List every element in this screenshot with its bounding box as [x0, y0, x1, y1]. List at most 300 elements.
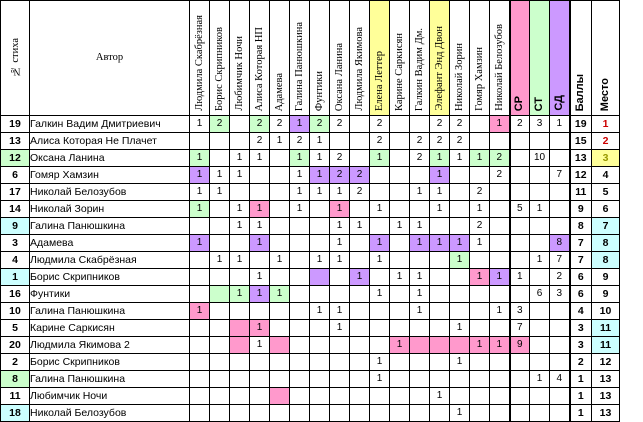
- table-row: [1, 116, 620, 133]
- judge-score: [290, 354, 310, 371]
- total-score: 4: [570, 303, 592, 320]
- extra-score: [510, 218, 530, 235]
- judge-score: [470, 320, 490, 337]
- judge-score: [430, 252, 450, 269]
- judge-score: [190, 133, 210, 150]
- judge-score: [390, 388, 410, 405]
- judge-score: [470, 371, 490, 388]
- author-name: Гомяр Хамзин: [30, 167, 190, 184]
- judge-score: [210, 371, 230, 388]
- judge-score: 1: [370, 252, 390, 269]
- judge-score: 1: [250, 320, 270, 337]
- judge-score: [350, 201, 370, 218]
- judge-score: [290, 218, 310, 235]
- judge-score: [290, 286, 310, 303]
- extra-score: [530, 388, 550, 405]
- total-score: 3: [570, 320, 592, 337]
- judge-score: 1: [430, 201, 450, 218]
- judge-name: Алиса Которая НП: [254, 26, 265, 111]
- col-header-judge: [330, 1, 350, 116]
- extra-score: [510, 150, 530, 167]
- judge-score: 1: [430, 184, 450, 201]
- extra-score: [510, 354, 530, 371]
- judge-score: [390, 116, 410, 133]
- judge-score: 1: [210, 167, 230, 184]
- judge-score: [390, 405, 410, 422]
- extra-score: [510, 286, 530, 303]
- judge-score: 1: [370, 235, 390, 252]
- judge-score: 1: [230, 167, 250, 184]
- author-name: Людмила Якимова 2: [30, 337, 190, 354]
- total-score: 1: [570, 388, 592, 405]
- judge-score: [270, 371, 290, 388]
- judge-score: [350, 388, 370, 405]
- extra-score: [510, 184, 530, 201]
- poem-number: 20: [1, 337, 30, 354]
- judge-score: 1: [250, 218, 270, 235]
- author-name: Оксана Ланина: [30, 150, 190, 167]
- author-name: Николай Белозубов: [30, 405, 190, 422]
- judge-score: 2: [490, 167, 510, 184]
- judge-score: [290, 405, 310, 422]
- extra-score: [550, 337, 570, 354]
- judge-score: 1: [410, 235, 430, 252]
- col-header-judge: [450, 1, 470, 116]
- judge-score: [330, 286, 350, 303]
- total-score: 2: [570, 354, 592, 371]
- col-header-extra: [530, 1, 550, 116]
- extra-score: 1: [530, 371, 550, 388]
- judge-name: Элефант Энд Двон: [434, 26, 445, 111]
- author-name: Борис Скрипников: [30, 354, 190, 371]
- judge-score: 1: [270, 286, 290, 303]
- judge-score: 1: [370, 354, 390, 371]
- judge-name: Николай Зорин: [454, 42, 465, 111]
- judge-score: 1: [330, 303, 350, 320]
- judge-score: [210, 388, 230, 405]
- place: 11: [592, 337, 620, 354]
- judge-score: [470, 133, 490, 150]
- table-row: [1, 201, 620, 218]
- judge-score: 2: [270, 116, 290, 133]
- place: 8: [592, 235, 620, 252]
- judge-score: [370, 184, 390, 201]
- col-header-judge: [190, 1, 210, 116]
- extra-score: [510, 388, 530, 405]
- table-row: [1, 184, 620, 201]
- extra-score: [530, 235, 550, 252]
- judge-score: 1: [250, 337, 270, 354]
- judge-score: [370, 218, 390, 235]
- table-row: [1, 371, 620, 388]
- poem-number: 13: [1, 133, 30, 150]
- judge-name: Елена Леттер: [374, 50, 385, 111]
- judge-score: 1: [190, 201, 210, 218]
- judge-score: [230, 354, 250, 371]
- judge-score: [330, 133, 350, 150]
- total-score: 7: [570, 252, 592, 269]
- judge-score: 1: [410, 286, 430, 303]
- author-name: Галина Панюшкина: [30, 218, 190, 235]
- judge-score: [190, 405, 210, 422]
- judge-score: 1: [290, 201, 310, 218]
- judge-score: 1: [450, 320, 470, 337]
- table-row: [1, 320, 620, 337]
- judge-score: 1: [330, 184, 350, 201]
- col-header-judge: [470, 1, 490, 116]
- poem-number: 11: [1, 388, 30, 405]
- judge-score: [410, 354, 430, 371]
- judge-score: 1: [250, 150, 270, 167]
- judge-score: 1: [250, 201, 270, 218]
- extra-score: [510, 405, 530, 422]
- judge-score: 1: [410, 184, 430, 201]
- judge-score: 1: [310, 252, 330, 269]
- author-name: Галкин Вадим Дмитриевич: [30, 116, 190, 133]
- judge-score: [310, 218, 330, 235]
- place: 9: [592, 286, 620, 303]
- judge-score: [210, 269, 230, 286]
- judge-score: [450, 167, 470, 184]
- judge-name: Галина Панюшкина: [294, 21, 305, 111]
- judge-score: [490, 286, 510, 303]
- judge-score: [330, 354, 350, 371]
- extra-score: [510, 252, 530, 269]
- table-row: [1, 286, 620, 303]
- judge-score: [470, 303, 490, 320]
- judge-score: 1: [190, 167, 210, 184]
- judge-score: 1: [290, 150, 310, 167]
- judge-name: Людмила Якимова: [354, 27, 365, 111]
- judge-score: [330, 337, 350, 354]
- judge-score: 2: [490, 150, 510, 167]
- table-row: [1, 354, 620, 371]
- judge-score: 2: [430, 133, 450, 150]
- judge-score: [290, 269, 310, 286]
- judge-score: [450, 371, 470, 388]
- judge-score: [210, 303, 230, 320]
- extra-score: [530, 337, 550, 354]
- table-row: [1, 337, 620, 354]
- place: 1: [592, 116, 620, 133]
- extra-score: [550, 354, 570, 371]
- judge-score: [410, 320, 430, 337]
- judge-score: [430, 371, 450, 388]
- judge-score: [490, 371, 510, 388]
- judge-score: 1: [190, 303, 210, 320]
- extra-score: 1: [550, 116, 570, 133]
- judge-score: [210, 201, 230, 218]
- extra-score: 1: [530, 252, 550, 269]
- judge-score: [390, 252, 410, 269]
- judge-score: 1: [470, 235, 490, 252]
- judge-score: [330, 371, 350, 388]
- judge-score: 1: [490, 116, 510, 133]
- judge-score: [370, 320, 390, 337]
- judge-score: [350, 116, 370, 133]
- judge-score: 2: [310, 116, 330, 133]
- col-header-judge: [410, 1, 430, 116]
- judge-name: Николай Белозубов: [493, 24, 505, 111]
- judge-score: [270, 320, 290, 337]
- poem-number: 1: [1, 269, 30, 286]
- judge-score: 1: [450, 252, 470, 269]
- place: 11: [592, 320, 620, 337]
- judge-score: [450, 201, 470, 218]
- judge-score: 1: [470, 269, 490, 286]
- table-row: [1, 252, 620, 269]
- extra-score: 1: [510, 269, 530, 286]
- judge-score: [210, 405, 230, 422]
- judge-name: Борис Скрипников: [214, 26, 225, 111]
- judge-score: [230, 269, 250, 286]
- poem-number: 19: [1, 116, 30, 133]
- col-header-judge: [230, 1, 250, 116]
- author-name: Фунтики: [30, 286, 190, 303]
- judge-score: 1: [370, 371, 390, 388]
- judge-score: [270, 405, 290, 422]
- col-header-judge: [270, 1, 290, 116]
- judge-score: [390, 303, 410, 320]
- judge-score: [190, 218, 210, 235]
- judge-score: [430, 405, 450, 422]
- judge-score: [390, 286, 410, 303]
- col-header-judge: [290, 1, 310, 116]
- judge-score: [470, 167, 490, 184]
- judge-score: [370, 405, 390, 422]
- judge-score: 1: [250, 235, 270, 252]
- judge-name: Галкин Вадим Дм.: [414, 27, 425, 111]
- place: 8: [592, 252, 620, 269]
- place: 9: [592, 269, 620, 286]
- judge-score: [250, 252, 270, 269]
- judge-score: [430, 337, 450, 354]
- judge-score: 1: [410, 218, 430, 235]
- judge-score: 1: [290, 184, 310, 201]
- extra-score: [550, 184, 570, 201]
- judge-score: [350, 320, 370, 337]
- author-name: Людмила Скабрёзная: [30, 252, 190, 269]
- judge-score: [310, 371, 330, 388]
- extra-score: 7: [510, 320, 530, 337]
- judge-score: [490, 405, 510, 422]
- judge-score: [310, 269, 330, 286]
- judge-score: 1: [430, 167, 450, 184]
- extra-score: 3: [510, 303, 530, 320]
- judge-score: 1: [190, 184, 210, 201]
- place: 2: [592, 133, 620, 150]
- poem-number: 5: [1, 320, 30, 337]
- judge-score: 1: [370, 201, 390, 218]
- poem-number: 8: [1, 371, 30, 388]
- judge-score: 1: [190, 235, 210, 252]
- judge-score: 1: [370, 286, 390, 303]
- place: 3: [592, 150, 620, 167]
- judge-score: [250, 354, 270, 371]
- judge-score: 1: [270, 252, 290, 269]
- judge-score: [230, 388, 250, 405]
- col-header-place: Место: [592, 1, 620, 116]
- judge-score: [350, 235, 370, 252]
- judge-score: [310, 201, 330, 218]
- judge-score: [410, 388, 430, 405]
- judge-score: 1: [490, 303, 510, 320]
- table-row: [1, 269, 620, 286]
- judge-score: 2: [450, 116, 470, 133]
- judge-score: [450, 388, 470, 405]
- judge-score: 1: [390, 337, 410, 354]
- judge-score: [350, 371, 370, 388]
- place: 10: [592, 303, 620, 320]
- judge-score: [450, 303, 470, 320]
- judge-score: 2: [330, 150, 350, 167]
- judge-name: Людмила Скабрёзная: [194, 15, 205, 111]
- judge-score: [230, 337, 250, 354]
- judge-score: [490, 235, 510, 252]
- extra-score: 7: [550, 252, 570, 269]
- col-header-judge: [430, 1, 450, 116]
- judge-score: [310, 405, 330, 422]
- judge-score: [390, 235, 410, 252]
- judge-score: [270, 235, 290, 252]
- judge-score: [470, 116, 490, 133]
- extra-label: СТ: [533, 96, 545, 111]
- judge-score: [410, 167, 430, 184]
- extra-label: СД: [552, 95, 565, 111]
- judge-score: [490, 320, 510, 337]
- judge-score: [450, 218, 470, 235]
- extra-score: [510, 133, 530, 150]
- poem-number: 9: [1, 218, 30, 235]
- judge-score: 2: [410, 133, 430, 150]
- judge-score: [270, 388, 290, 405]
- extra-score: [510, 371, 530, 388]
- judge-score: [250, 388, 270, 405]
- judge-score: 2: [430, 116, 450, 133]
- judge-name: Оксана Ланина: [334, 42, 345, 111]
- judge-score: 1: [430, 235, 450, 252]
- place: 4: [592, 167, 620, 184]
- judge-score: [430, 269, 450, 286]
- extra-score: [530, 167, 550, 184]
- total-score: 11: [570, 184, 592, 201]
- total-score: 9: [570, 201, 592, 218]
- judge-score: [230, 371, 250, 388]
- col-header-judge: [490, 1, 510, 116]
- judge-score: [390, 201, 410, 218]
- judge-score: 1: [230, 150, 250, 167]
- judge-score: [490, 354, 510, 371]
- judge-score: 2: [330, 116, 350, 133]
- judge-name: Адамева: [274, 72, 285, 111]
- judge-score: 2: [450, 133, 470, 150]
- judge-score: [290, 337, 310, 354]
- extra-score: [550, 405, 570, 422]
- judge-name: Карине Саркисян: [394, 32, 405, 111]
- extra-score: [530, 405, 550, 422]
- place: 7: [592, 218, 620, 235]
- judge-score: [450, 184, 470, 201]
- judge-score: [290, 303, 310, 320]
- judge-score: [430, 286, 450, 303]
- judge-score: [310, 320, 330, 337]
- judge-score: [350, 354, 370, 371]
- judge-score: [210, 337, 230, 354]
- judge-score: [290, 320, 310, 337]
- extra-score: 5: [510, 201, 530, 218]
- judge-score: [230, 303, 250, 320]
- header-row: [1, 1, 620, 116]
- total-score: 1: [570, 405, 592, 422]
- author-name: Борис Скрипников: [30, 269, 190, 286]
- place: 6: [592, 201, 620, 218]
- author-name: Галина Панюшкина: [30, 303, 190, 320]
- judge-score: 1: [470, 201, 490, 218]
- judge-score: [310, 235, 330, 252]
- judge-score: [370, 269, 390, 286]
- judge-score: 1: [250, 286, 270, 303]
- judge-score: 1: [230, 201, 250, 218]
- judge-score: [290, 371, 310, 388]
- poem-number: 6: [1, 167, 30, 184]
- extra-score: 1: [530, 201, 550, 218]
- extra-score: 3: [550, 286, 570, 303]
- extra-score: [550, 133, 570, 150]
- judge-score: 1: [230, 252, 250, 269]
- judge-score: [250, 303, 270, 320]
- judge-score: 1: [470, 337, 490, 354]
- judge-score: [310, 354, 330, 371]
- judge-score: [210, 320, 230, 337]
- extra-score: [530, 184, 550, 201]
- judge-score: [490, 133, 510, 150]
- table-row: [1, 405, 620, 422]
- judge-score: 2: [470, 184, 490, 201]
- judge-score: 1: [390, 218, 410, 235]
- col-header-judge: [350, 1, 370, 116]
- table-row: [1, 218, 620, 235]
- place: 13: [592, 371, 620, 388]
- judge-score: 1: [330, 252, 350, 269]
- judge-score: [390, 184, 410, 201]
- total-score: 13: [570, 150, 592, 167]
- judge-score: [250, 167, 270, 184]
- author-name: Любимчик Ночи: [30, 388, 190, 405]
- judge-score: [230, 235, 250, 252]
- poem-number: 4: [1, 252, 30, 269]
- judge-score: [370, 388, 390, 405]
- col-header-total: Баллы: [570, 1, 592, 116]
- judge-score: 1: [290, 116, 310, 133]
- extra-label: СР: [513, 95, 526, 111]
- judge-score: 1: [330, 320, 350, 337]
- judge-score: 2: [330, 167, 350, 184]
- judge-name: Гомяр Хамзин: [474, 47, 485, 111]
- judge-score: [350, 150, 370, 167]
- judge-score: 1: [350, 218, 370, 235]
- judge-score: [310, 388, 330, 405]
- judge-score: [250, 184, 270, 201]
- extra-score: [530, 133, 550, 150]
- judge-score: [450, 286, 470, 303]
- poem-number: 18: [1, 405, 30, 422]
- judge-score: [190, 354, 210, 371]
- judge-score: [370, 337, 390, 354]
- total-score: 3: [570, 337, 592, 354]
- judge-score: [330, 269, 350, 286]
- judge-score: [350, 133, 370, 150]
- total-score: 8: [570, 218, 592, 235]
